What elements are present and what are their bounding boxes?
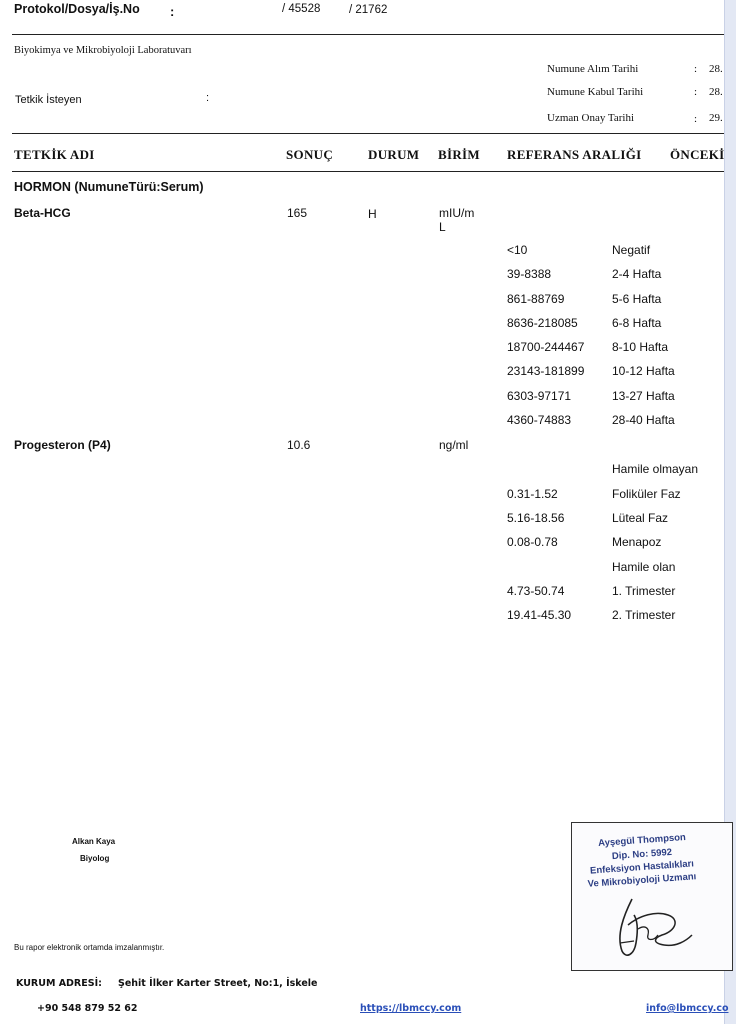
header-divider-bottom xyxy=(12,133,724,134)
reference-range: <10 xyxy=(507,243,528,257)
column-header-unit: BİRİM xyxy=(438,147,480,162)
column-header-result: SONUÇ xyxy=(286,147,334,162)
specialist-approval-date-value: 29. xyxy=(709,112,723,124)
test-result: 165 xyxy=(287,206,308,220)
reference-range: 0.31-1.52 xyxy=(507,487,558,501)
specialist-approval-date-label: Uzman Onay Tarihi xyxy=(547,112,635,124)
phone-number: +90 548 879 52 62 xyxy=(37,1003,138,1014)
stamp-line: Enfeksiyon Hastalıkları xyxy=(589,858,695,877)
reference-range: 18700-244467 xyxy=(507,340,585,354)
reference-description: 2-4 Hafta xyxy=(612,267,662,281)
institution-address: Şehit İlker Karter Street, No:1, İskele xyxy=(118,978,318,989)
reference-range: 861-88769 xyxy=(507,292,565,306)
test-status-flag: H xyxy=(368,207,377,221)
reference-range: 0.08-0.78 xyxy=(507,535,558,549)
email-link[interactable]: info@lbmccy.co xyxy=(646,1003,729,1014)
column-header-test-name: TETKİK ADI xyxy=(14,147,95,162)
column-header-reference-range: REFERANS ARALIĞI xyxy=(507,147,642,162)
reference-description: 8-10 Hafta xyxy=(612,340,669,354)
test-group-title: HORMON (NumuneTürü:Serum) xyxy=(14,180,204,194)
specialist-approval-date-colon: : xyxy=(694,113,698,125)
reference-range: 4360-74883 xyxy=(507,413,572,427)
reference-range: 6303-97171 xyxy=(507,389,572,403)
requester-colon: : xyxy=(206,92,210,104)
test-name: Progesteron (P4) xyxy=(14,438,111,452)
test-result: 10.6 xyxy=(287,438,311,452)
sample-acceptance-date-label: Numune Kabul Tarihi xyxy=(547,86,644,98)
file-number: / 21762 xyxy=(349,4,388,16)
reference-range: 5.16-18.56 xyxy=(507,511,565,525)
website-link[interactable]: https://lbmccy.com xyxy=(360,1003,462,1014)
column-header-previous: ÖNCEKİ xyxy=(670,147,725,162)
sample-acceptance-date-colon: : xyxy=(694,86,698,98)
sample-acceptance-date-value: 28. xyxy=(709,86,723,98)
reference-range: 8636-218085 xyxy=(507,316,578,330)
electronic-signature-note: Bu rapor elektronik ortamda imzalanmıştır. xyxy=(14,943,165,952)
reference-description: Negatif xyxy=(612,243,651,257)
column-header-status: DURUM xyxy=(368,147,420,162)
reference-range: 39-8388 xyxy=(507,267,552,281)
test-unit-continued: L xyxy=(439,220,446,234)
test-unit: ng/ml xyxy=(439,438,469,452)
specialist-stamp xyxy=(571,822,733,971)
address-label: KURUM ADRESİ: xyxy=(16,978,102,989)
stamp-line: Ayşegül Thompson xyxy=(597,831,687,850)
biologist-title: Biyolog xyxy=(80,854,110,863)
reference-description: Hamile olmayan xyxy=(612,462,699,476)
sample-collection-date-label: Numune Alım Tarihi xyxy=(547,63,639,75)
reference-range: 23143-181899 xyxy=(507,364,585,378)
reference-description: 2. Trimester xyxy=(612,608,676,622)
sample-collection-date-colon: : xyxy=(694,63,698,75)
column-header-divider xyxy=(12,171,724,172)
biologist-name: Alkan Kaya xyxy=(72,837,116,846)
protocol-colon: : xyxy=(170,4,175,19)
reference-description: 1. Trimester xyxy=(612,584,676,598)
reference-description: 6-8 Hafta xyxy=(612,316,662,330)
reference-description: 5-6 Hafta xyxy=(612,292,662,306)
reference-range: 19.41-45.30 xyxy=(507,608,572,622)
lab-name: Biyokimya ve Mikrobiyoloji Laboratuvarı xyxy=(14,45,192,56)
reference-description: 28-40 Hafta xyxy=(612,413,675,427)
reference-range: 4.73-50.74 xyxy=(507,584,565,598)
test-name: Beta-HCG xyxy=(14,206,71,220)
stamp-line: Dip. No: 5992 xyxy=(611,846,673,863)
reference-description: 13-27 Hafta xyxy=(612,389,675,403)
protocol-label: Protokol/Dosya/İş.No xyxy=(14,2,140,16)
protocol-number: / 45528 xyxy=(282,3,321,15)
reference-description: Foliküler Faz xyxy=(612,487,681,501)
reference-description: 10-12 Hafta xyxy=(612,364,675,378)
test-unit: mIU/m xyxy=(439,206,475,220)
reference-description: Menapoz xyxy=(612,535,662,549)
stamp-line: Ve Mikrobiyoloji Uzmanı xyxy=(587,871,697,890)
reference-description: Lüteal Faz xyxy=(612,511,669,525)
handwritten-signature-icon xyxy=(594,885,704,963)
header-divider-top xyxy=(12,34,724,35)
requester-label: Tetkik İsteyen xyxy=(15,94,82,106)
reference-description: Hamile olan xyxy=(612,560,676,574)
sample-collection-date-value: 28. xyxy=(709,63,723,75)
